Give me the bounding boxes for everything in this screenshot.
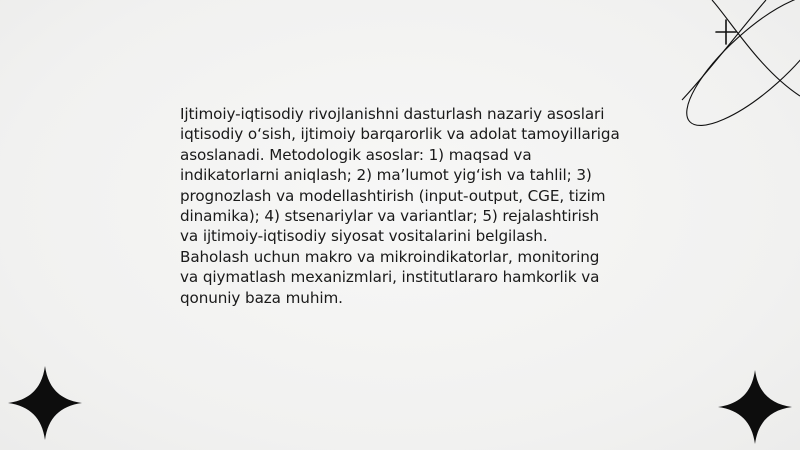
body-text: Ijtimoiy-iqtisodiy rivojlanishni dasturlash nazariy asoslari iqtisodiy o‘sish, ijtimoiy barqarorlik va adolat tamoyillariga asoslanadi. Metodologik asoslar: 1) maqsad va indikatorlarni aniqlash; 2) ma’lumot yig‘ish va tahlil; 3) prognozlash va modellashtirish (input-output, CGE, tizim dinamika); 4) stsenariylar va variantlar; 5) rejalashtirish va ijtimoiy-iqtisodiy siyosat vositalarini belgilash. Baholash uchun makro va mikroindikatorlar, monitoring va qiymatlash mexanizmlari, institutlararo hamkorlik va qonuniy baza muhim.: [180, 105, 620, 307]
four-point-star-icon: [8, 366, 82, 440]
orbit-lines-icon: [660, 0, 800, 150]
four-point-star-icon: [718, 370, 792, 444]
